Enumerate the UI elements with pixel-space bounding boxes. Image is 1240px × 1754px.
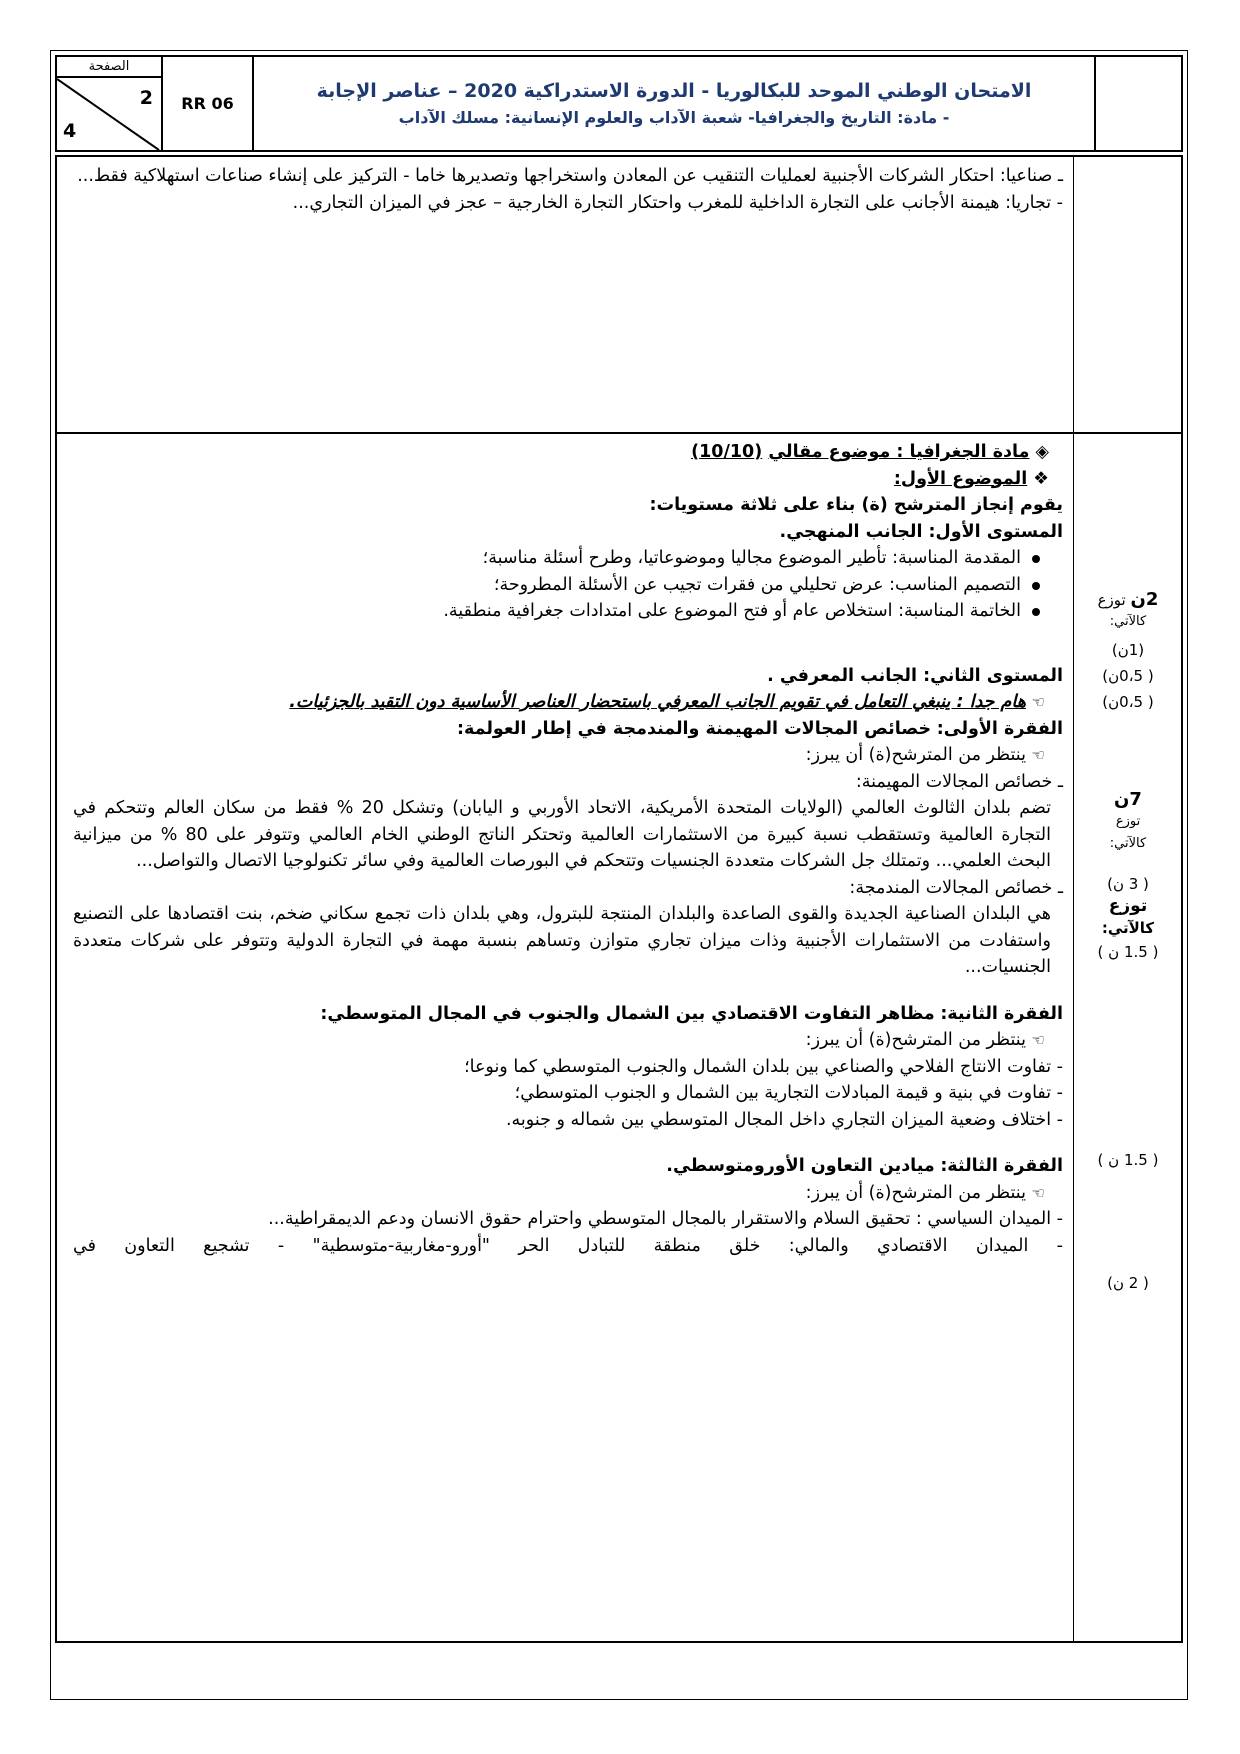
column-divider — [1073, 157, 1074, 1641]
mark-dominant: ( 1.5 ن ) — [1097, 943, 1159, 961]
answer-table — [55, 155, 1183, 1643]
exam-code: RR 06 — [161, 57, 252, 150]
paragraph1-label: الفقرة الأولى: — [936, 718, 1063, 739]
page-number-box — [57, 57, 161, 150]
level1-item: الخاتمة المناسبة: استخلاص عام أو فتح الموضوع على امتدادات جغرافية منطقية. — [73, 598, 1043, 625]
dominant-heading: ـ خصائص المجالات المهيمنة: — [855, 771, 1063, 792]
mark-integrated: ( 1.5 ن ) — [1097, 1151, 1159, 1169]
dominant-text: تضم بلدان الثالوث العالمي (الولايات المتحدة الأمريكية، الاتحاد الأوربي و اليابان) وتشكل 20 % فقط من سكان العالم وتتحكم في التجارة العالمية وتستقطب نسبة كبيرة من الاستثمارات العالمية وتحتكر الناتج الوطني الخام العالمي وتتوفر على 80 % من ميزانية البحث العلمي... وتمتلك جل الشركات متعددة الجنسيات وتتحكم في البورصات العالمية وفي سائر تكنولوجيا الاتصال والتواصل... — [73, 798, 1051, 871]
paragraph3-item: - الميدان السياسي : تحقيق السلام والاستقرار بالمجال المتوسطي واحترام حقوق الانسان ودعم الديمقراطية... — [268, 1209, 1063, 1229]
industrial-text: ـ صناعيا: احتكار الشركات الأجنبية لعمليات التنقيب عن المعادن واستخراجها وتصديرها خاما - التركيز على إنشاء صناعات استهلاكية فقط... — [77, 166, 1063, 186]
integrated-heading: ـ خصائص المجالات المندمجة: — [849, 877, 1063, 898]
intro-text: يقوم إنجاز المترشح (ة) بناء على ثلاثة مستويات: — [649, 495, 1063, 515]
paragraph2-item: - اختلاف وضعية الميزان التجاري داخل المجال المتوسطي بين شماله و جنوبه. — [505, 1109, 1063, 1130]
pointing-hand-icon: ☜ — [1031, 1031, 1045, 1049]
row-divider — [57, 432, 1181, 434]
paragraph2-item: - تفاوت الانتاج الفلاحي والصناعي بين بلدان الشمال والجنوب المتوسطي كما ونوعا؛ — [464, 1056, 1063, 1077]
paragraph2-heading — [73, 1001, 1063, 1028]
paragraph3-label: الفقرة الثالثة: — [940, 1156, 1063, 1176]
clover-icon: ❖ — [1033, 468, 1049, 489]
paragraph2-label: الفقرة الثانية: — [940, 1003, 1063, 1024]
title-line-2: - مادة: التاريخ والجغرافيا- شعبة الآداب والعلوم الإنسانية: مسلك الآداب — [398, 107, 950, 127]
subject-title: مادة الجغرافيا : موضوع مقالي — [768, 442, 1030, 462]
topic-heading — [73, 466, 1063, 493]
level2-title: المستوى الثاني: الجانب المعرفي . — [767, 665, 1063, 686]
exam-title — [252, 57, 1094, 150]
page-number: 2 — [139, 87, 153, 109]
subject-heading — [73, 439, 1063, 466]
paragraph1-heading — [73, 716, 1063, 743]
expect-line: ☜ ينتظر من المترشح(ة) أن يبرز: — [805, 1030, 1045, 1050]
pointing-hand-icon: ☜ — [1031, 693, 1045, 711]
header-blank-cell — [1094, 57, 1181, 150]
title-line-1: الامتحان الوطني الموحد للبكالوريا - الدورة الاستدراكية 2020 – عناصر الإجابة — [316, 80, 1032, 103]
geography-section — [73, 439, 1063, 1259]
history-continuation — [55, 163, 1063, 216]
important-text: هام جدا : ينبغي التعامل في تقويم الجانب المعرفي باستحضار العناصر الأساسية دون التقيد بالجزئيات. — [289, 692, 1026, 712]
commercial-text: - تجاريا: هيمنة الأجانب على التجارة الداخلية للمغرب واحتكار التجارة الخارجية – عجز في الميزان التجاري... — [292, 192, 1063, 213]
mark-level1-value: 2ن — [1130, 589, 1159, 610]
mark-paragraph2: ( 2 ن) — [1107, 1274, 1149, 1292]
level1-item: التصميم المناسب: عرض تحليلي من فقرات تجيب عن الأسئلة المطروحة؛ — [73, 572, 1043, 599]
important-note — [73, 689, 1063, 716]
pointing-hand-icon: ☜ — [1031, 746, 1045, 764]
paragraph2-item: - تفاوت في بنية و قيمة المبادلات التجارية بين الشمال و الجنوب المتوسطي؛ — [514, 1083, 1063, 1103]
diamond-icon: ◈ — [1035, 442, 1049, 462]
page-label: الصفحة — [88, 59, 130, 74]
integrated-text: هي البلدان الصناعية الجديدة والقوى الصاعدة والبلدان المنتجة للبترول، وهي بلدان ذات تجمع سكاني ضخم، بنت اقتصادها على التصنيع واستفادت من الاستثمارات الأجنبية وذات ميزان تجاري متوازن وتساهم بنسبة مهمة في التجارة الدولية وتتوفر على شركات متعددة الجنسيات... — [73, 904, 1051, 977]
mark-level1: 2ن توزع كالآتي: (1ن) ( 0،5ن) ( 0،5ن) — [1097, 589, 1159, 711]
expect-line: ☜ ينتظر من المترشح(ة) أن يبرز: — [805, 745, 1045, 765]
paragraph3-item: - الميدان الاقتصادي والمالي: خلق منطقة للتبادل الحر "أورو-مغاربية-متوسطية" - تشجيع التعاون في — [73, 1235, 1063, 1256]
paragraph2-title: مظاهر التفاوت الاقتصادي بين الشمال والجنوب في المجال المتوسطي: — [320, 1003, 935, 1024]
subject-grade: (10/10) — [691, 442, 763, 462]
mark-level2: 7ن توزع كالآتي: ( 3 ن) توزع كالآتي: ( 1.5 ن ) — [1075, 789, 1181, 963]
level1-item: المقدمة المناسبة: تأطير الموضوع مجاليا وموضوعاتيا، وطرح أسئلة مناسبة؛ — [73, 545, 1043, 572]
topic-title: الموضوع الأول: — [893, 468, 1028, 489]
paragraph3-title: ميادين التعاون الأورومتوسطي. — [666, 1156, 935, 1176]
exam-header — [55, 55, 1183, 152]
paragraph1-title: خصائص المجالات المهيمنة والمندمجة في إطار العولمة: — [457, 718, 932, 739]
level1-title: المستوى الأول: الجانب المنهجي. — [779, 521, 1063, 542]
paragraph3-heading — [73, 1153, 1063, 1180]
mark-level2-value: 7ن — [1114, 789, 1142, 810]
pointing-hand-icon: ☜ — [1031, 1183, 1045, 1202]
page-total: 4 — [63, 120, 77, 142]
expect-line: ☜ ينتظر من المترشح(ة) أن يبرز: — [805, 1182, 1045, 1203]
